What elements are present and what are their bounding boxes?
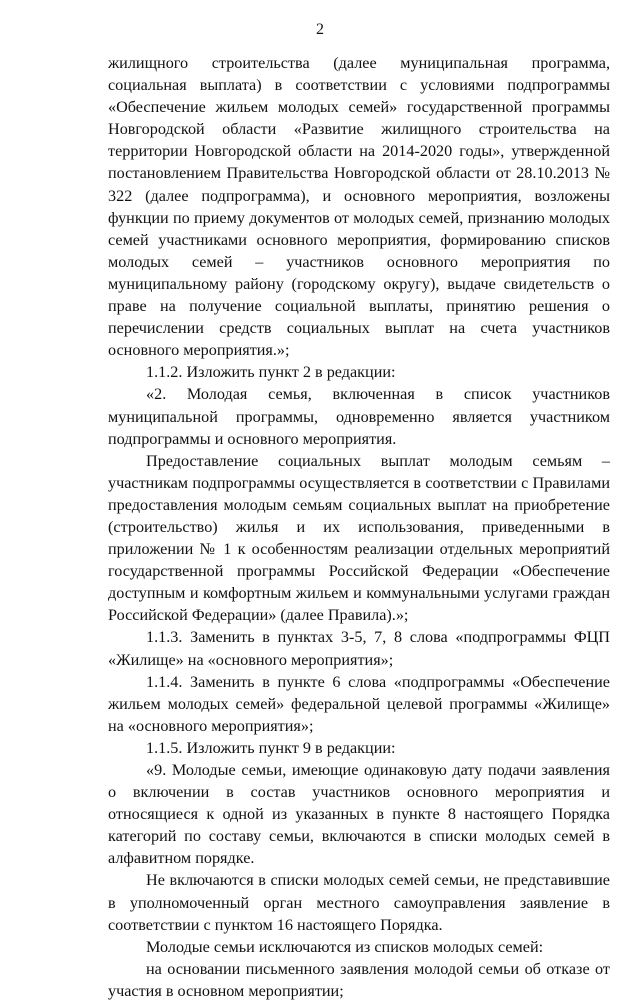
paragraph-not-included: Не включаются в списки молодых семей семьи, не представившие в уполномоченный орган местного самоуправления заявление в соответствии с пунктом 16 настоящего Порядка. (108, 871, 610, 934)
paragraph-social-payments: Предоставление социальных выплат молодым семьям – участникам подпрограммы осуществляется в соответствии с Правилами предоставления молодым семьям социальных выплат на приобретение (строительство) жилья и их использования, приведенными в приложении № 1 к особенностям реализации отдельных мероприятий государственной программы Российской Федерации «Обеспечение доступным и комфортным жильем и коммунальными услугами граждан Российской Федерации» (далее Правила).»; (108, 451, 610, 625)
paragraph-1-1-5: 1.1.5. Изложить пункт 9 в редакции: (146, 738, 396, 757)
paragraph-excluded: Молодые семьи исключаются из списков молодых семей: (146, 937, 544, 956)
document-body (108, 52, 610, 1002)
paragraph-1-1-4: 1.1.4. Заменить в пункте 6 слова «подпрограммы «Обеспечение жильем молодых семей» федеральной целевой программы «Жилище» на «основного мероприятия»; (108, 672, 610, 735)
paragraph-continuation: жилищного строительства (далее муниципальная программа, социальная выплата) в соответствии с условиями подпрограммы «Обеспечение жильем молодых семей» государственной программы Новгородской области «Развитие жилищного строительства на территории Новгородской области на 2014-2020 годы», утвержденной постановлением Правительства Новгородской области от 28.10.2013 № 322 (далее подпрограмма), и основного мероприятия, возложены функции по приему документов от молодых семей, признанию молодых семей участниками основного мероприятия, формированию списков молодых семей – участников основного мероприятия по муниципальному району (городскому округу), выдаче свидетельств о праве на получение социальной выплаты, принятию решения о перечислении средств социальных выплат на счета участников основного мероприятия.»; (108, 54, 610, 360)
paragraph-1-1-2: 1.1.2. Изложить пункт 2 в редакции: (146, 363, 396, 382)
paragraph-point-9: «9. Молодые семьи, имеющие одинаковую дату подачи заявления о включении в состав участников основного мероприятия и относящиеся к одной из указанных в пункте 8 настоящего Порядка категорий по составу семьи, включаются в списки молодых семей в алфавитном порядке. (108, 761, 610, 868)
paragraph-point-2: «2. Молодая семья, включенная в список участников муниципальной программы, одновременно является участником подпрограммы и основного мероприятия. (108, 385, 610, 448)
page-number: 2 (316, 21, 324, 38)
paragraph-1-1-3: 1.1.3. Заменить в пунктах 3-5, 7, 8 слова «подпрограммы ФЦП «Жилище» на «основного мероприятия»; (108, 628, 610, 669)
paragraph-written-refusal: на основании письменного заявления молодой семьи об отказе от участия в основном мероприятии; (108, 959, 610, 1000)
